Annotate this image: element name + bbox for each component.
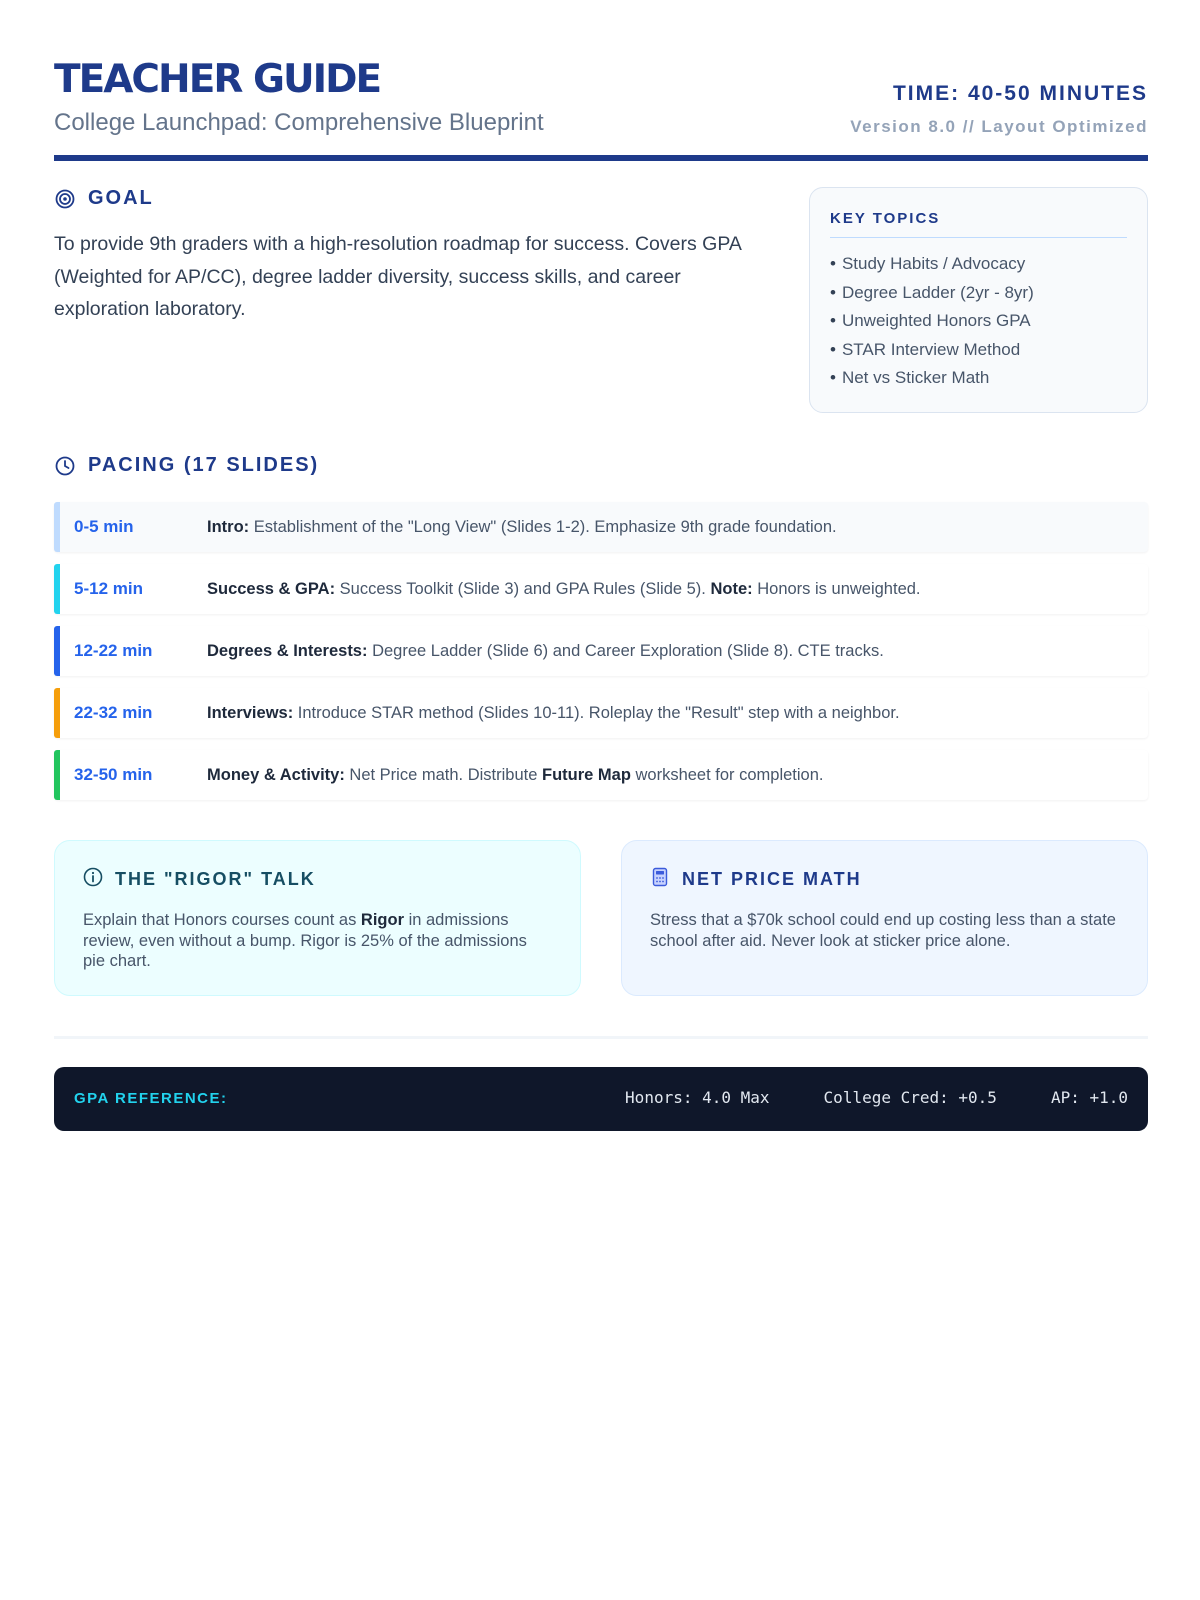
pacing-row [54, 750, 1148, 800]
list-item: • Net vs Sticker Math [830, 364, 1127, 393]
pacing-label: Success & GPA: [207, 579, 336, 598]
pacing-time: 0-5 min [74, 517, 134, 536]
pacing-row [54, 626, 1148, 676]
list-item: • Study Habits / Advocacy [830, 250, 1127, 279]
pacing-heading-label: PACING (17 SLIDES) [88, 454, 320, 476]
pacing-row [54, 564, 1148, 614]
gpa-honors-value: Honors: 4.0 Max [625, 1088, 770, 1107]
goal-heading-label: GOAL [88, 187, 154, 209]
net-price-card-text: Stress that a $70k school could end up costing less than a state school after aid. Never look at sticker price alone. [650, 911, 1116, 950]
page-title: TEACHER GUIDE [54, 57, 381, 102]
list-item: • STAR Interview Method [830, 336, 1127, 365]
pacing-time: 32-50 min [74, 765, 153, 784]
page-subtitle: College Launchpad: Comprehensive Blueprint [54, 109, 544, 136]
target-icon [54, 188, 76, 210]
section-divider [54, 1036, 1148, 1039]
clock-icon [54, 455, 76, 477]
goal-heading [54, 187, 154, 210]
pacing-detail: Net Price math. Distribute [344, 765, 542, 784]
pacing-description [207, 766, 824, 785]
pacing-emphasis: Future Map [541, 765, 631, 784]
rigor-text-end: in admissions review, even without a bump. Rigor is 25% of the admissions pie chart. [83, 911, 527, 970]
pacing-description [207, 704, 900, 723]
pacing-label: Money & Activity: [207, 765, 345, 784]
pacing-label: Degrees & Interests: [207, 641, 368, 660]
net-price-card-title: NET PRICE MATH [682, 869, 862, 889]
goal-text: To provide 9th graders with a high-resolution roadmap for success. Covers GPA (Weighted for AP/CC), degree ladder diversity, success skills, and career exploration laboratory. [54, 233, 741, 320]
pacing-note-label: Note: [710, 579, 753, 598]
list-item: • Unweighted Honors GPA [830, 307, 1127, 336]
rigor-emphasis: Rigor [360, 911, 404, 929]
key-topics-list [830, 250, 1127, 393]
pacing-label: Intro: [207, 517, 250, 536]
pacing-note: Honors is unweighted. [752, 579, 921, 598]
time-estimate: TIME: 40-50 MINUTES [892, 82, 1148, 105]
version-label: Version 8.0 // Layout Optimized [850, 117, 1148, 136]
key-topics-title: KEY TOPICS [830, 210, 1127, 238]
gpa-reference-label: GPA REFERENCE: [74, 1090, 228, 1107]
pacing-detail: Establishment of the "Long View" (Slides 1-2). Emphasize 9th grade foundation. [249, 517, 837, 536]
rigor-text-start: Explain that Honors courses count as [83, 911, 361, 929]
list-item: • Degree Ladder (2yr - 8yr) [830, 279, 1127, 308]
gpa-ap-value: AP: +1.0 [1050, 1088, 1128, 1107]
net-price-card-header [650, 867, 1119, 892]
pacing-description [207, 518, 837, 537]
pacing-heading [54, 454, 319, 477]
pacing-description [207, 642, 884, 661]
pacing-row [54, 688, 1148, 738]
calculator-icon [650, 867, 670, 892]
pacing-color-bar [54, 688, 60, 738]
info-icon [83, 867, 103, 892]
rigor-card-header [83, 867, 552, 892]
rigor-talk-card [54, 840, 581, 996]
page-header [54, 55, 1148, 161]
pacing-detail: Introduce STAR method (Slides 10-11). Roleplay the "Result" step with a neighbor. [293, 703, 900, 722]
pacing-color-bar [54, 564, 60, 614]
pacing-label: Interviews: [207, 703, 294, 722]
pacing-time: 5-12 min [74, 579, 143, 598]
gpa-reference-values [625, 1088, 1128, 1107]
rigor-card-title: THE "RIGOR" TALK [115, 869, 316, 889]
pacing-color-bar [54, 626, 60, 676]
gpa-reference-bar [54, 1067, 1148, 1131]
pacing-color-bar [54, 502, 60, 552]
pacing-time: 22-32 min [74, 703, 153, 722]
net-price-card [621, 840, 1148, 996]
key-topics-box [809, 187, 1148, 413]
pacing-detail: Success Toolkit (Slide 3) and GPA Rules (Slide 5). [335, 579, 711, 598]
pacing-detail: Degree Ladder (Slide 6) and Career Exploration (Slide 8). CTE tracks. [367, 641, 884, 660]
pacing-detail-end: worksheet for completion. [630, 765, 824, 784]
rigor-card-text [83, 910, 552, 972]
pacing-row [54, 502, 1148, 552]
pacing-description [207, 580, 921, 599]
pacing-color-bar [54, 750, 60, 800]
pacing-list [54, 502, 1148, 812]
gpa-college-credit-value: College Cred: +0.5 [823, 1088, 997, 1107]
pacing-time: 12-22 min [74, 641, 153, 660]
